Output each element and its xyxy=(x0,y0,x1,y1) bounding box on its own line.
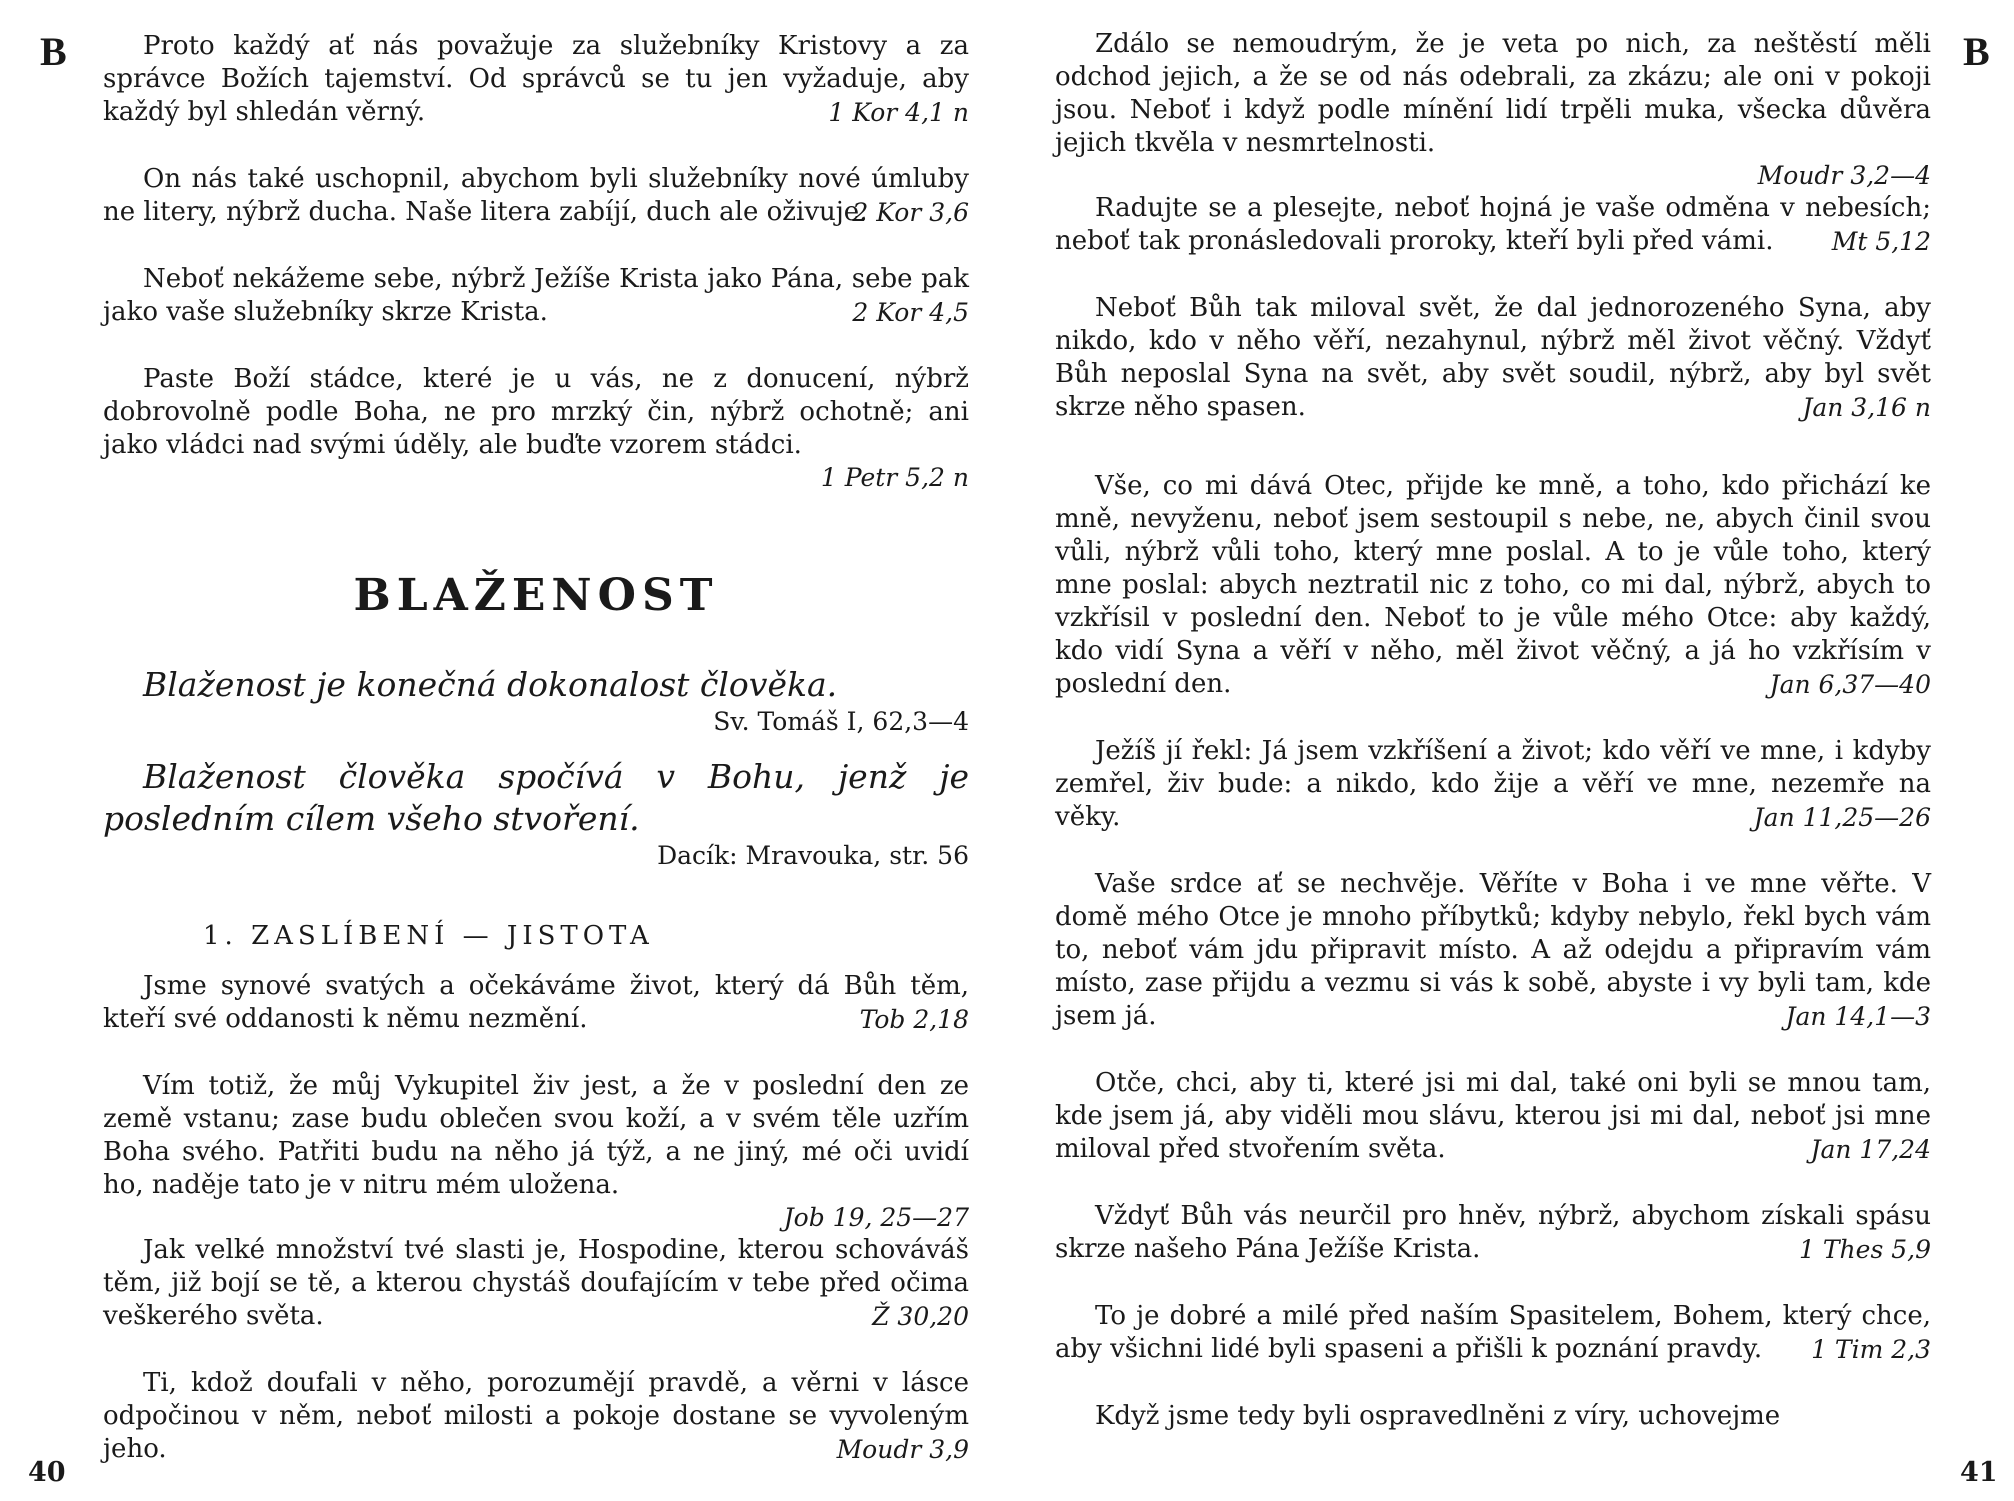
scripture-passage xyxy=(1055,192,1931,258)
scripture-reference: 2 Kor 4,5 xyxy=(852,298,969,327)
quote-source: Dacík: Mravouka, str. 56 xyxy=(657,841,969,870)
scripture-reference: 1 Tim 2,3 xyxy=(1811,1335,1931,1364)
right-column xyxy=(1055,28,1931,1433)
passage-text: Vaše srdce ať se nechvěje. Věříte v Boha i ve mne věřte. V domě mého Otce je mnoho příbytků; kdyby nebylo, řekl bych vám to, neboť vám jdu připravit místo. A až odejdu a připravím vám místo, zase přijdu a vezmu si vás k sobě, abyste i vy byli tam, kde jsem já. xyxy=(1055,869,1931,1031)
scripture-reference: Mt 5,12 xyxy=(1831,227,1931,256)
scripture-reference: 2 Kor 3,6 xyxy=(852,198,969,227)
passage-text: Ježíš jí řekl: Já jsem vzkříšení a život; kdo věří ve mne, i kdyby zemřel, živ bude: a nikdo, kdo žije a věří ve mne, nezemře na věky. xyxy=(1055,736,1931,832)
scripture-reference: Jan 6,37—40 xyxy=(1769,670,1931,699)
scripture-passage xyxy=(1055,1300,1931,1366)
scripture-passage xyxy=(103,30,969,129)
section-tab-letter: B xyxy=(40,29,67,74)
scripture-reference: Job 19, 25—27 xyxy=(783,1203,969,1232)
scripture-passage xyxy=(1055,868,1931,1033)
scripture-reference: 1 Thes 5,9 xyxy=(1799,1235,1931,1264)
scripture-reference: 1 Petr 5,2 n xyxy=(820,463,969,492)
right-page xyxy=(1000,0,2014,1501)
scripture-passage xyxy=(1055,28,1931,192)
left-page xyxy=(0,0,1000,1501)
scripture-reference: Jan 11,25—26 xyxy=(1753,803,1931,832)
scripture-reference: Moudr 3,2—4 xyxy=(1757,161,1931,190)
passage-text: Neboť Bůh tak miloval svět, že dal jednorozeného Syna, aby nikdo, kdo v něho věří, nezahynul, nýbrž měl život věčný. Vždyť Bůh neposlal Syna na svět, aby svět soudil, nýbrž, aby byl svět skrze něho spasen. xyxy=(1055,293,1931,422)
passage-text: Jsme synové svatých a očekáváme život, který dá Bůh těm, kteří své oddanosti k němu nezmění. xyxy=(103,971,969,1034)
scripture-passage xyxy=(1055,1400,1931,1433)
definition-quote: Blaženost člověka spočívá v Bohu, jenž je posledním cílem všeho stvoření. xyxy=(103,757,969,838)
scripture-passage xyxy=(1055,1200,1931,1266)
page-number: 41 xyxy=(1960,1457,1998,1488)
scripture-reference: Moudr 3,9 xyxy=(836,1435,969,1464)
scripture-passage xyxy=(103,1367,969,1466)
page-number: 40 xyxy=(28,1457,66,1488)
passage-text: To je dobré a milé před naším Spasitelem, Bohem, který chce, aby všichni lidé byli spaseni a přišli k poznání pravdy. xyxy=(1055,1301,1931,1364)
passage-text: Neboť nekážeme sebe, nýbrž Ježíše Krista jako Pána, sebe pak jako vaše služebníky skrze Krista. xyxy=(103,264,969,327)
scripture-passage xyxy=(1055,1067,1931,1166)
scripture-passage xyxy=(103,970,969,1036)
section-tab-letter: B xyxy=(1963,29,1990,74)
scripture-passage xyxy=(1055,470,1931,701)
subsection-title: 1. ZASLÍBENÍ — JISTOTA xyxy=(203,921,654,951)
scripture-reference: Tob 2,18 xyxy=(859,1005,969,1034)
passage-text: Vždyť Bůh vás neurčil pro hněv, nýbrž, abychom získali spásu skrze našeho Pána Ježíše Krista. xyxy=(1055,1201,1931,1264)
scripture-passage xyxy=(103,1234,969,1333)
passage-text: On nás také uschopnil, abychom byli služebníky nové úmluby ne litery, nýbrž ducha. Naše litera zabíjí, duch ale oživuje. xyxy=(103,164,969,227)
passage-text: Jak velké množství tvé slasti je, Hospodine, kterou schováváš těm, již bojí se tě, a kterou chystáš doufajícím v tebe před očima veškerého světa. xyxy=(103,1235,969,1331)
passage-text: Vše, co mi dává Otec, přijde ke mně, a toho, kdo přichází ke mně, nevyženu, neboť jsem sestoupil s nebe, ne, abych činil svou vůli, nýbrž vůli toho, který mne poslal. A to je vůle toho, který mne poslal: abych neztratil nic z toho, co mi dal, nýbrž, abych to vzkřísil v poslední den. Neboť to je vůle mého Otce: aby každý, kdo vidí Syna a věří v něho, měl život věčný, a já ho vzkřísím v poslední den. xyxy=(1055,471,1931,699)
scripture-reference: Ž 30,20 xyxy=(872,1302,969,1331)
passage-text: Paste Boží stádce, které je u vás, ne z donucení, nýbrž dobrovolně podle Boha, ne pro mrzký čin, nýbrž ochotně; ani jako vládci nad svými úděly, ale buďte vzorem stádci. xyxy=(103,364,969,460)
passage-text: Radujte se a plesejte, neboť hojná je vaše odměna v nebesích; neboť tak pronásledovali proroky, kteří byli před vámi. xyxy=(1055,193,1931,256)
passage-text: Vím totiž, že můj Vykupitel živ jest, a že v poslední den ze země vstanu; zase budu oblečen svou koží, a v svém těle uzřím Boha svého. Patřiti budu na něho já týž, a ne jiný, mé oči uvidí ho, naděje tato je v nitru mém uložena. xyxy=(103,1071,969,1200)
scripture-reference: 1 Kor 4,1 n xyxy=(828,98,969,127)
section-title: BLAŽENOST xyxy=(353,570,719,621)
scripture-passage xyxy=(103,263,969,329)
passage-text: Otče, chci, aby ti, které jsi mi dal, také oni byli se mnou tam, kde jsem já, aby viděli mou slávu, kterou jsi mi dal, neboť jsi mne miloval před stvořením světa. xyxy=(1055,1068,1931,1164)
passage-text: Zdálo se nemoudrým, že je veta po nich, za neštěstí měli odchod jejich, a že se od nás odebrali, za zkázu; ale oni v pokoji jsou. Neboť i když podle mínění lidí trpěli muka, všecka důvěra jejich tkvěla v nesmrtelnosti. xyxy=(1055,29,1931,158)
scripture-passage xyxy=(1055,735,1931,834)
scripture-reference: Jan 3,16 n xyxy=(1802,393,1931,422)
scripture-passage xyxy=(103,163,969,229)
scripture-reference: Jan 17,24 xyxy=(1810,1135,1931,1164)
scripture-reference: Jan 14,1—3 xyxy=(1785,1002,1931,1031)
scripture-passage xyxy=(103,1070,969,1234)
scripture-passage xyxy=(103,363,969,494)
passage-text: Ti, kdož doufali v něho, porozumějí pravdě, a věrni v lásce odpočinou v něm, neboť milosti a pokoje dostane se vyvoleným jeho. xyxy=(103,1368,969,1464)
passage-text: Proto každý ať nás považuje za služebníky Kristovy a za správce Božích tajemství. Od správců se tu jen vyžaduje, aby každý byl shledán věrný. xyxy=(103,31,969,127)
quote-source: Sv. Tomáš I, 62,3—4 xyxy=(713,707,969,736)
passage-text: Když jsme tedy byli ospravedlněni z víry, uchovejme xyxy=(1095,1401,1781,1431)
definition-quote: Blaženost je konečná dokonalost člověka. xyxy=(143,665,838,704)
left-column xyxy=(103,30,969,1466)
scripture-passage xyxy=(1055,292,1931,424)
